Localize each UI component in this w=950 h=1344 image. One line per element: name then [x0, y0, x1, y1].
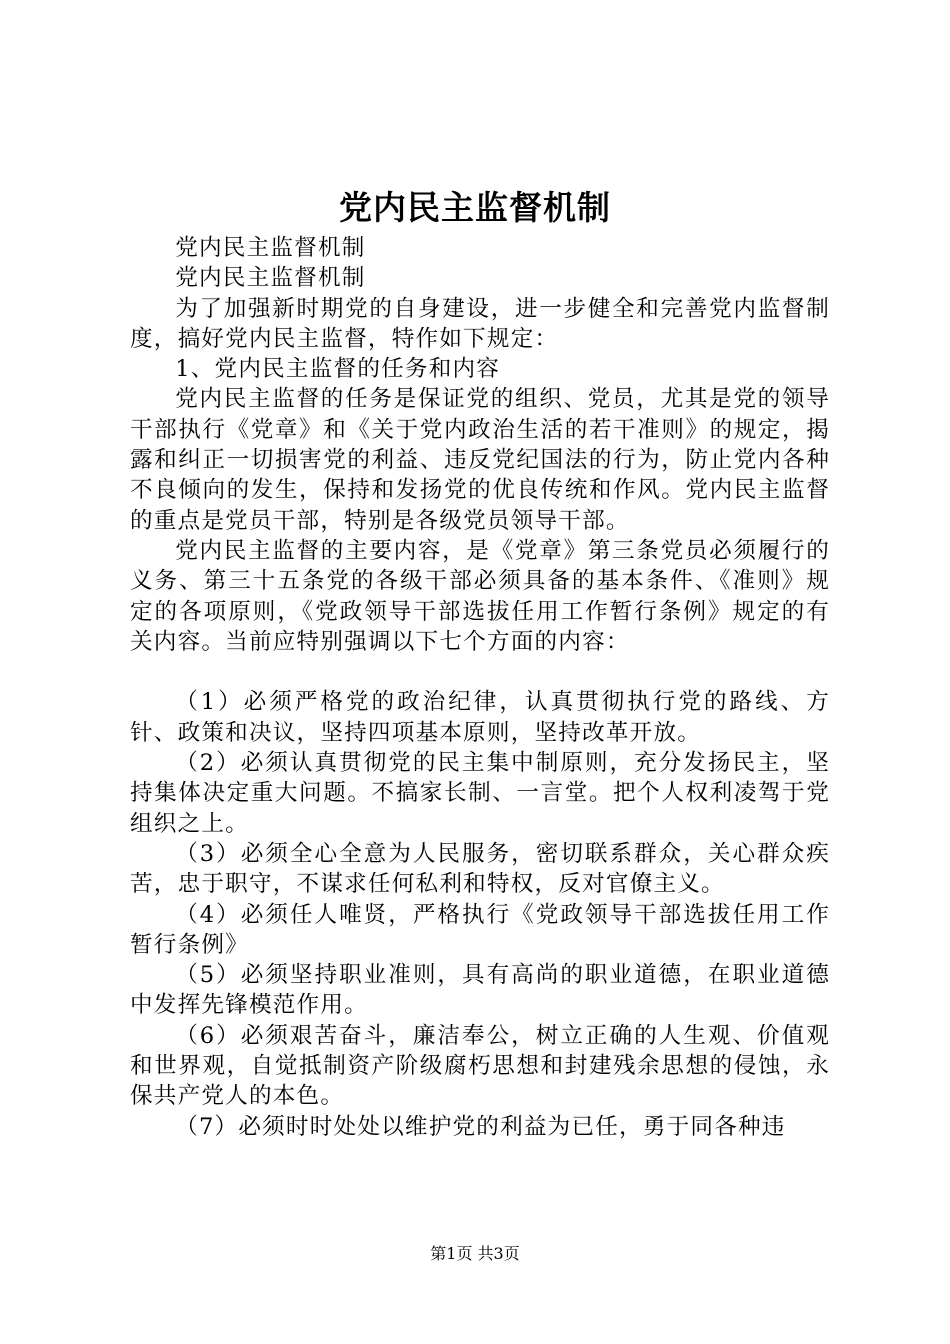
list-item-1: （1）必须严格党的政治纪律，认真贯彻执行党的路线、方针、政策和决议，坚持四项基本原则，坚持改革开放。: [130, 689, 830, 746]
paragraph-heading-repeat-2: 党内民主监督机制: [175, 265, 366, 292]
section-heading-1: 1、党内民主监督的任务和内容: [175, 356, 501, 383]
list-item-3: （3）必须全心全意为人民服务，密切联系群众，关心群众疾苦，忠于职守，不谋求任何私利和特权，反对官僚主义。: [130, 840, 830, 898]
paragraph-intro: 为了加强新时期党的自身建设，进一步健全和完善党内监督制度，搞好党内民主监督，特作如下规定：: [130, 295, 830, 352]
paragraph-heading-repeat-1: 党内民主监督机制: [175, 235, 366, 261]
list-item-2: （2）必须认真贯彻党的民主集中制原则，充分发扬民主，坚持集体决定重大问题。不搞家长制、一言堂。把个人权利凌驾于党组织之上。: [130, 750, 830, 837]
blank-line: [130, 657, 830, 687]
list-item-5: （5）必须坚持职业准则，具有高尚的职业道德，在职业道德中发挥先锋模范作用。: [130, 962, 830, 1019]
list-item-6: （6）必须艰苦奋斗，廉洁奉公，树立正确的人生观、价值观和世界观，自觉抵制资产阶级腐朽思想和封建残余思想的侵蚀，永保共产党人的本色。: [130, 1022, 830, 1110]
paragraph-task: 党内民主监督的任务是保证党的组织、党员，尤其是党的领导干部执行《党章》和《关于党内政治生活的若干准则》的规定，揭露和纠正一切损害党的利益、违反党纪国法的行为，防止党内各种不良倾向的发生，保持和发扬党的优良传统和作风。党内民主监督的重点是党员干部，特别是各级党员领导干部。: [130, 386, 830, 534]
document-body: [130, 233, 830, 1142]
list-item-4: （4）必须任人唯贤，严格执行《党政领导干部选拔任用工作暂行条例》: [130, 901, 830, 958]
paragraph-content: 党内民主监督的主要内容，是《党章》第三条党员必须履行的义务、第三十五条党的各级干部必须具备的基本条件、《准则》规定的各项原则，《党政领导干部选拔任用工作暂行条例》规定的有关内容。当前应特别强调以下七个方面的内容：: [130, 537, 830, 655]
document-title: 党内民主监督机制: [339, 188, 611, 227]
list-item-7: （7）必须时时处处以维护党的利益为已任，勇于同各种违: [175, 1113, 786, 1140]
page-footer: 第1页 共3页: [430, 1244, 520, 1263]
